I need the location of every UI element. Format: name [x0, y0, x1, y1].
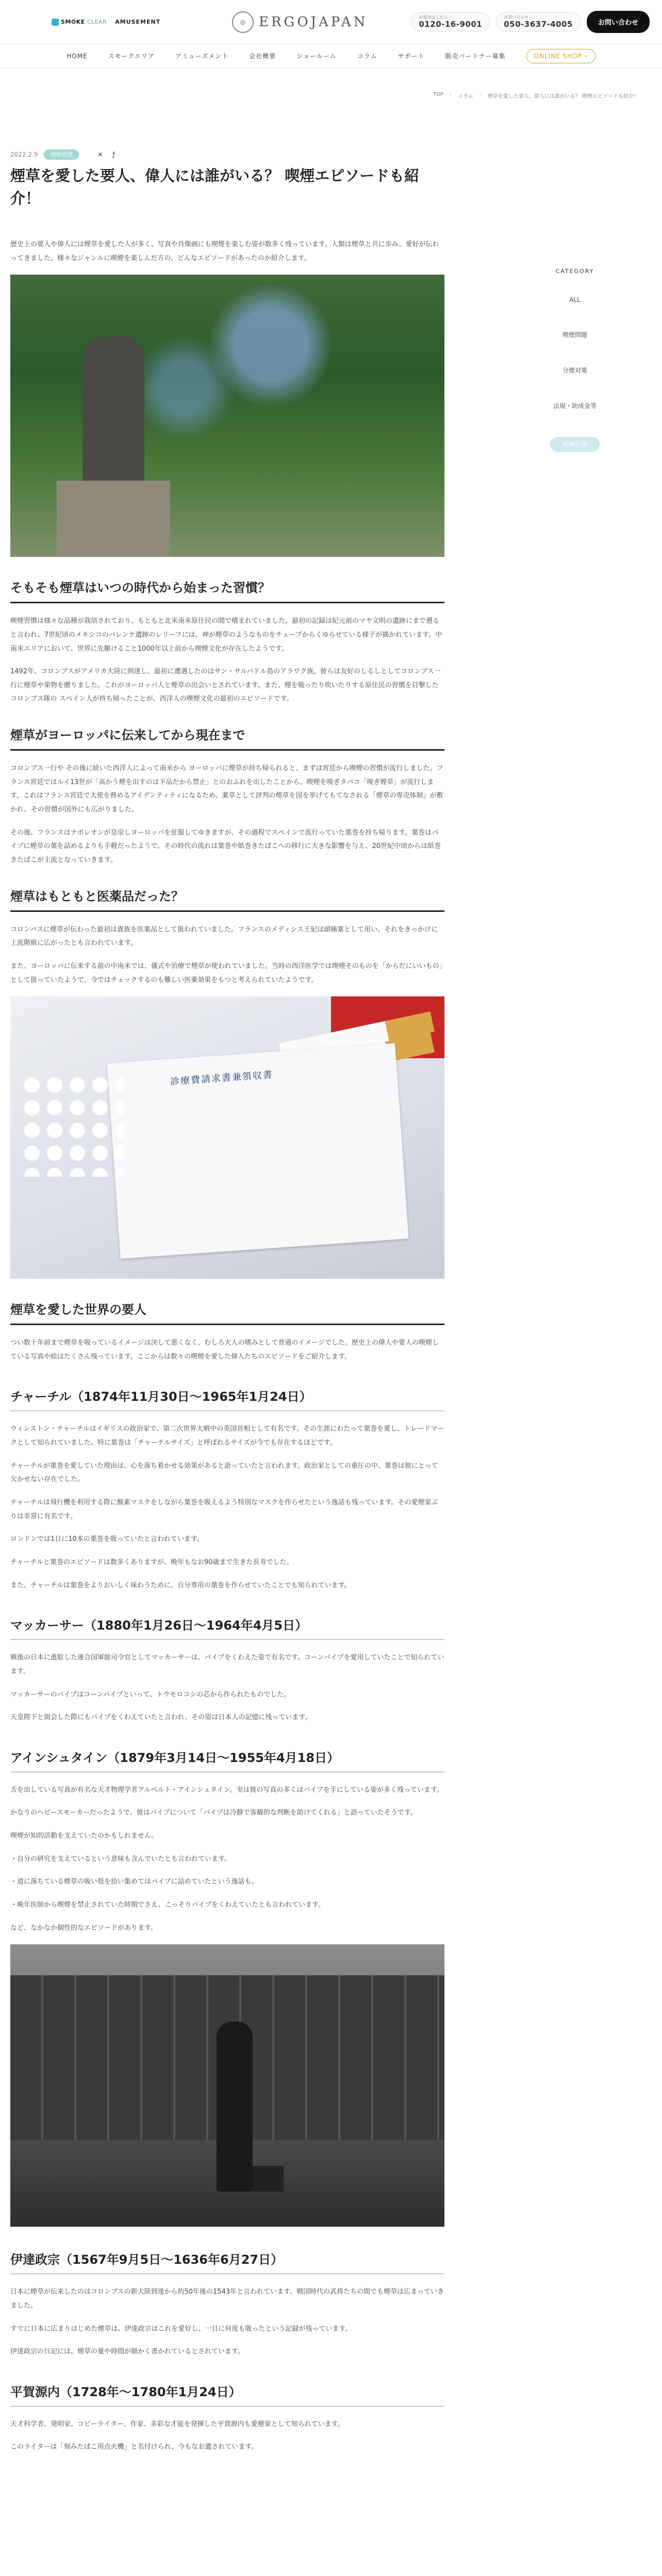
- person-paragraph: このライターは「刻みたばこ用点火機」と名付けられ、今もなお遺されています。: [10, 2443, 258, 2451]
- twitter-icon[interactable]: ✕: [97, 151, 103, 158]
- tel-freephone-number: 0120-16-9001: [419, 20, 483, 29]
- online-shop-button[interactable]: ONLINE SHOP ›: [526, 49, 595, 63]
- smoke-clear-logo[interactable]: [52, 19, 107, 26]
- nav-item-company[interactable]: 会社概要: [249, 53, 276, 60]
- nav-item-support[interactable]: サポート: [398, 53, 425, 60]
- receipt-title: 診療費請求書兼領収書: [170, 1069, 274, 1088]
- person-paragraph: ウィンストン・チャーチルはイギリスの政治家で、第二次世界大戦中の英国首相として有名です。その生涯にわたって葉巻を愛し、トレードマークとして知られていました。特に葉巻は「チャーチルサイズ」と呼ばれるサイズが今でも存在するほどです。: [10, 1425, 444, 1447]
- ergojapan-logo[interactable]: [232, 11, 368, 33]
- article-meta: [10, 149, 444, 160]
- nav-item-partner[interactable]: 販売パートナー募集: [445, 53, 506, 60]
- nav-item-smoke-area[interactable]: スモークエリア: [108, 53, 155, 60]
- category-sidebar: [536, 268, 614, 479]
- header-actions: [411, 11, 650, 33]
- person-paragraph: 天皇陛下と面会した際にもパイプをくわえていたと言われ、その姿は日本人の記憶に残っています。: [10, 1714, 312, 1722]
- person-paragraph: 喫煙が知的活動を支えていたのかもしれません。: [10, 1832, 158, 1840]
- category-title: CATEGORY: [555, 268, 594, 275]
- breadcrumb-column[interactable]: コラム: [457, 94, 473, 99]
- person-paragraph: ・自分の研究を支えているという意味も含んでいたとも言われています。: [10, 1855, 231, 1863]
- person-paragraph: など、なかなか個性的なエピソードがあります。: [10, 1924, 157, 1932]
- breadcrumb-separator-icon: ›: [449, 92, 452, 97]
- receipt-paper: [107, 1043, 408, 1259]
- person-paragraph: 戦後の日本に進駐した連合国軍総司令官としてマッカーサーは、パイプをくわえた姿で有名です。コーンパイプを愛用していたことで知られています。: [10, 1654, 444, 1675]
- person-paragraph: すでに日本に広まりはじめた煙草は、伊達政宗はこれを愛好し、一日に何度も吸ったという記録が残っています。: [10, 2325, 352, 2333]
- suitcase: [253, 2166, 284, 2192]
- statue-photo: [10, 275, 444, 557]
- person-paragraph: チャーチルは飛行機を利用する際に酸素マスクをしながら葉巻を吸えるよう特別なマスクを作らせたという逸話も残っています。その愛煙家ぶりは非常に有名です。: [10, 1499, 438, 1520]
- category-habit[interactable]: 喫煙習慣: [550, 437, 600, 452]
- global-nav: [0, 44, 662, 68]
- person-paragraph: チャーチルが葉巻を愛していた理由は、心を落ち着かせる効果があると語っていたと言われます。政治家としての重圧の中、葉巻は彼にとって欠かせない存在でした。: [10, 1462, 438, 1484]
- article: [10, 149, 444, 2464]
- medical-receipt-photo: [10, 996, 444, 1279]
- person-paragraph: マッカーサーのパイプはコーンパイプといって、トウモロコシの芯から作られたものでした。: [10, 1690, 291, 1699]
- brand-smoke-text: SMOKE: [61, 19, 85, 25]
- article-title: 煙草を愛した要人、偉人には誰がいる？ 喫煙エピソードも紹介！: [10, 167, 420, 207]
- ergo-emblem-icon: ◎: [232, 11, 254, 33]
- brand-clear-text: CLEAR: [87, 19, 107, 25]
- section-paragraph: つい数十年前まで煙草を吸っているイメージは決して悪くなく、むしろ大人の嗜みとして普通のイメージでした。歴史上の偉人や要人の喫煙している写真や絵はたくさん残っています。ここからは数々の喫煙を愛した偉人たちのエピソードをご紹介します。: [10, 1339, 439, 1361]
- breadcrumb-top[interactable]: TOP: [433, 92, 443, 97]
- category-smoking-problem[interactable]: 喫煙問題: [562, 331, 587, 338]
- nav-item-column[interactable]: コラム: [357, 53, 377, 60]
- person-heading: 伊達政宗（1567年9月5日〜1636年6月27日）: [10, 2249, 444, 2274]
- article-date: 2022.2.9: [10, 151, 38, 158]
- facebook-icon[interactable]: ƒ: [112, 151, 115, 158]
- person-heading: チャーチル（1874年11月30日〜1965年1月24日）: [10, 1386, 444, 1411]
- person-heading: 平賀源内（1728年〜1780年1月24日）: [10, 2382, 444, 2406]
- person-paragraph: 日本に煙草が伝来したのはコロンブスの新大陸到達から約50年後の1543年と言われています。戦国時代の武将たちの間でも煙草は広まっていきました。: [10, 2288, 444, 2310]
- section-paragraph: その後、フランスはナポレオンが皇帝しヨーロッパを征服してゆきますが、その過程でスペインで流行っていた葉巻を持ち帰ります。葉巻はパイプに煙草の葉を詰めるよりも手軽だったようで、その時代の流れは葉巻や紙巻きたばこへの移行に大きな影響を与え、20世紀中頃からは紙巻きたばこが主流となっていきます。: [10, 828, 441, 864]
- section-paragraph: また、ヨーロッパに伝来する前の中南米では、儀式や治療で煙草が使われていました。当時の西洋医学では喫煙そのものを「からだにいいもの」として扱っていたようで、今ではチェックするのも難しい医薬効果をもつと考えられていたようです。: [10, 962, 443, 984]
- article-intro: 歴史上の要人や偉人には煙草を愛した人が多く、写真や肖像画にも喫煙を楽しむ姿が数多く残っています。人類は煙草と共に歩み、愛好が伝わってきました。様々なジャンルに喫煙を楽しんだ方の、どんなエピソードがあったのか紹介します。: [10, 241, 439, 262]
- tel-inquiry[interactable]: [496, 12, 581, 32]
- vintage-station-photo: [10, 1944, 444, 2227]
- tel-inquiry-label: お問い合わせ: [504, 14, 529, 20]
- category-separation[interactable]: 分煙対策: [562, 367, 587, 374]
- pills: [21, 1074, 124, 1177]
- person-paragraph: 舌を出している写真が有名な天才物理学者アルベルト・アインシュタイン。実は彼の写真の多くはパイプを手にしている姿が多く残っています。: [10, 1786, 443, 1794]
- section-heading: 煙草がヨーロッパに伝来してから現在まで: [10, 725, 444, 751]
- smoke-clear-icon: [52, 19, 59, 26]
- section-paragraph: 喫煙習慣は様々な品種が栽培されており、もともと北米南米原住民の間で嗜まれていました。最初の記録は紀元前のマヤ文明の遺跡にまで遡ると言われ、7世紀頃のメキシコのパレンケ遺跡のレリーフには、神が煙草のようなものをチューブからくゆらせている様子が描かれています。中南米エリアにおいて、世界に先駆けること1000年以上前から喫煙文化が存在したようです。: [10, 617, 442, 653]
- person-paragraph: ・道に落ちている煙草の吸い殻を拾い集めてはパイプに詰めていたという逸話も。: [10, 1878, 258, 1886]
- section-heading: 煙草を愛した世界の要人: [10, 1299, 444, 1325]
- statue-figure: [82, 336, 144, 491]
- section-paragraph: コロンブス一行や その後に続いた西洋人によって南米から ヨーロッパに煙草が持ち帰られると、まずは宮廷から喫煙の習慣が流行しました。フランス宮廷ではルイ13世が「高かう煙を出すのは下品だから禁止」とのおふれを出したことから、喫煙を嗅ぎタバコ「嗅ぎ煙草」が流行します。これはフランス宮廷で大使を務めるアイデンティティになるため、薬草として評判の煙草を国を挙げてもてなされる「煙草の専売体制」が敷かれ、その習慣が国外にも広がりました。: [10, 765, 443, 814]
- category-law[interactable]: 法規・助成金等: [553, 402, 597, 410]
- breadcrumb-current: 煙草を愛した要人、偉人には誰がいる？ 喫煙エピソードも紹介！: [487, 94, 639, 99]
- tel-freephone[interactable]: [411, 12, 490, 32]
- person-heading: マッカーサー（1880年1月26日〜1964年4月5日）: [10, 1615, 444, 1640]
- section-paragraph: 1492年、コロンブスがアメリカ大陸に到達し、最初に遭遇したのはサン・サルバドル島のアラワク族。彼らは友好のしるしとしてコロンブス一行に煙草や果物を贈りました。これがヨーロッパ人と煙草の出会いとされています。また、煙を吸ったり吹いたりする原住民の習慣を目撃したコロンブス隊の スペイン人が持ち帰ったことが、西洋人の喫煙文化の最初のエピソードです。: [10, 668, 441, 703]
- contact-button[interactable]: お問い合わせ: [587, 11, 650, 33]
- category-all[interactable]: ALL: [569, 296, 581, 303]
- person-heading: アインシュタイン（1879年3月14日〜1955年4月18日）: [10, 1748, 444, 1772]
- ergo-logo-text: ERGOJAPAN: [259, 14, 368, 30]
- article-tag[interactable]: 喫煙習慣: [44, 149, 79, 160]
- section-heading: そもそも煙草はいつの時代から始まった習慣？: [10, 578, 444, 603]
- statue-pedestal: [57, 481, 170, 557]
- amusement-logo[interactable]: AMUSEMENT: [115, 19, 161, 25]
- tel-inquiry-number: 050-3637-4005: [504, 20, 573, 29]
- person-paragraph: かなりのヘビースモーカーだったようで、彼はパイプについて「パイプは冷静で客観的な判断を助けてくれる」と語っていたそうです。: [10, 1809, 417, 1817]
- brand-links: [52, 19, 160, 26]
- person-paragraph: ・晩年医師から喫煙を禁止されていた時期でさえ、こっそりパイプをくわえていたとも言われています。: [10, 1901, 325, 1909]
- breadcrumb: [433, 92, 639, 99]
- nav-item-showroom[interactable]: ショールーム: [296, 53, 337, 60]
- section-heading: 煙草はもともと医薬品だった？: [10, 886, 444, 912]
- person-paragraph: 天才科学者、発明家、コピーライター、作家、多彩な才能を発揮した平賀源内も愛煙家として知られています。: [10, 2420, 344, 2428]
- person-paragraph: チャーチルと葉巻のエピソードは数多くありますが、晩年もなお90歳まで生きた長寿でした。: [10, 1558, 293, 1566]
- breadcrumb-separator-icon: ›: [479, 92, 482, 97]
- nav-item-home[interactable]: HOME: [67, 52, 88, 60]
- tel-freephone-label: お電話はこちら: [419, 14, 448, 20]
- person-paragraph: ロンドンでは1日に10本の葉巻を吸っていたと言われています。: [10, 1535, 204, 1544]
- site-header: [0, 0, 662, 44]
- section-paragraph: コロンバスに煙草が伝わった最初は貴族を医薬品として扱われていました。フランスのメディシス王妃は頭痛薬として用い、それをきっかけに上流階級に広がったとも言われています。: [10, 925, 438, 947]
- share-buttons: [95, 150, 118, 159]
- person-paragraph: また、チャーチルは葉巻をよりおいしく味わうために、自分専用の葉巻を作らせていたことでも知られています。: [10, 1581, 351, 1589]
- person-paragraph: 伊達政宗の日記には、煙草の量や時間が細かく書かれているとされています。: [10, 2348, 244, 2356]
- nav-item-amusement[interactable]: アミューズメント: [175, 53, 229, 60]
- woman-figure: [217, 2022, 253, 2192]
